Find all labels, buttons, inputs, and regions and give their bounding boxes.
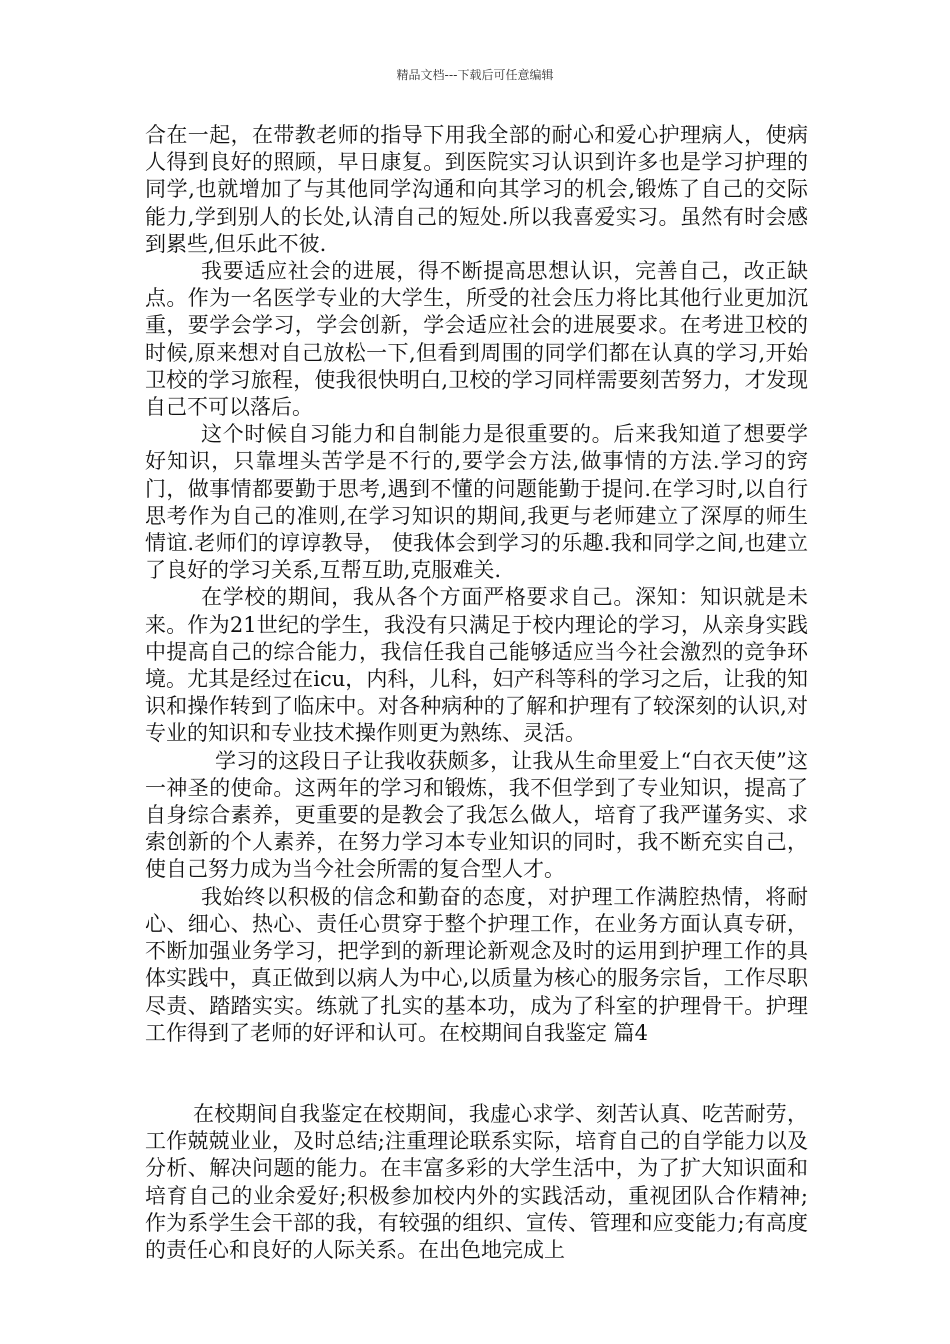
section-gap [145, 1047, 808, 1101]
page-header: 精品文档---下载后可任意编辑 [396, 68, 554, 82]
paragraph: 在校期间自我鉴定在校期间，我虚心求学、刻苦认真、吃苦耐劳，工作兢兢业业，及时总结;注重理论联系实际，培育自己的自学能力以及分析、解决问题的能力。在丰富多彩的大学生活中，为了扩大知识面和培育自己的业余爱好;积极参加校内外的实践活动，重视团队合作精神;作为系学生会干部的我，有较强的组织、宣传、管理和应变能力;有高度的责任心和良好的人际关系。在出色地完成上 [145, 1101, 808, 1262]
paragraph: 这个时候自习能力和自制能力是很重要的。后来我知道了想要学好知识，只靠埋头苦学是不行的,要学会方法,做事情的方法.学习的窍门，做事情都要勤于思考,遇到不懂的问题能勤于提问.在学习时,以自行思考作为自己的准则,在学习知识的期间,我更与老师建立了深厚的师生情谊.老师们的谆谆教导， 使我体会到学习的乐趣.我和同学之间,也建立了良好的学习关系,互帮互助,克服难关. [145, 422, 808, 583]
paragraph: 在学校的期间，我从各个方面严格要求自己。深知：知识就是未来。作为21世纪的学生，我没有只满足于校内理论的学习，从亲身实践中提高自己的综合能力，我信任我自己能够适应当今社会激烈的竞争环境。尤其是经过在icu，内科，儿科，妇产科等科的学习之后，让我的知识和操作转到了临床中。对各种病种的了解和护理有了较深刻的认识,对专业的知识和专业技术操作则更为熟练、灵活。 [145, 585, 808, 746]
document-body [145, 122, 808, 1264]
paragraph: 学习的这段日子让我收获颇多，让我从生命里爱上“白衣天使”这一神圣的使命。这两年的学习和锻炼，我不但学到了专业知识，提高了自身综合素养，更重要的是教会了我怎么做人，培育了我严谨务实、求索创新的个人素养，在努力学习本专业知识的同时，我不断充实自己，使自己努力成为当今社会所需的复合型人才。 [145, 748, 808, 882]
paragraph: 我要适应社会的进展，得不断提高思想认识，完善自己，改正缺点。作为一名医学专业的大学生，所受的社会压力将比其他行业更加沉重，要学会学习，学会创新，学会适应社会的进展要求。在考进卫校的时候,原来想对自己放松一下,但看到周围的同学们都在认真的学习,开始卫校的学习旅程，使我很快明白,卫校的学习同样需要刻苦努力，才发现自己不可以落后。 [145, 259, 808, 420]
paragraph: 合在一起，在带教老师的指导下用我全部的耐心和爱心护理病人，使病人得到良好的照顾，早日康复。到医院实习认识到许多也是学习护理的同学,也就增加了与其他同学沟通和向其学习的机会,锻炼了自己的交际能力,学到别人的长处,认清自己的短处.所以我喜爱实习。虽然有时会感到累些,但乐此不彼. [145, 123, 808, 256]
paragraph: 我始终以积极的信念和勤奋的态度，对护理工作满腔热情，将耐心、细心、热心、责任心贯穿于整个护理工作，在业务方面认真专研，不断加强业务学习，把学到的新理论新观念及时的运用到护理工作的具体实践中，真正做到以病人为中心,以质量为核心的服务宗旨，工作尽职尽责、踏踏实实。练就了扎实的基本功，成为了科室的护理骨干。护理工作得到了老师的好评和认可。在校期间自我鉴定 篇4 [145, 884, 808, 1045]
